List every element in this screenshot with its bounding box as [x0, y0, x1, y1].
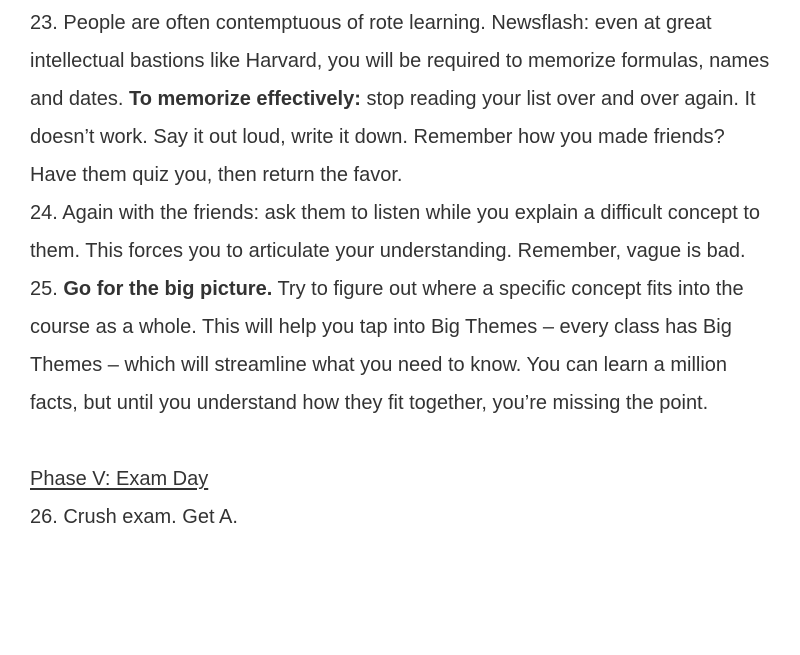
tip-26-paragraph [30, 498, 770, 536]
tip-23-bold-text: To memorize effectively: [128, 88, 361, 110]
tip-23-lead-text: 23. People are often contemptuous of rote learning. Newsflash: even at great intellectual bastions like Harvard, you will be required to memorize formulas, names and dates. [30, 12, 770, 110]
tip-25-rest-text: Try to figure out where a specific concept fits into the course as a whole. This will help you tap into Big Themes – every class has Big Themes – which will streamline what you need to know. You can learn a million facts, but until you understand how they fit together, you’re missing the point. [30, 278, 744, 414]
phase-v-heading: Phase V: Exam Day [30, 468, 209, 490]
tip-26-text: 26. Crush exam. Get A. [30, 506, 238, 528]
tip-23-rest-text: stop reading your list over and over again. It doesn’t work. Say it out loud, write it down. Remember how you made friends? Have them quiz you, then return the favor. [30, 88, 756, 186]
tip-24-paragraph [30, 194, 770, 270]
article-body [30, 4, 770, 536]
tip-25-lead-text: 25. [30, 278, 64, 300]
tip-25-bold-text: Go for the big picture. [63, 278, 273, 300]
tip-25-paragraph [30, 270, 770, 422]
tip-23-paragraph [30, 4, 770, 194]
section-spacer [30, 422, 770, 460]
tip-24-text: 24. Again with the friends: ask them to listen while you explain a difficult concept to them. This forces you to articulate your understanding. Remember, vague is bad. [30, 202, 761, 262]
